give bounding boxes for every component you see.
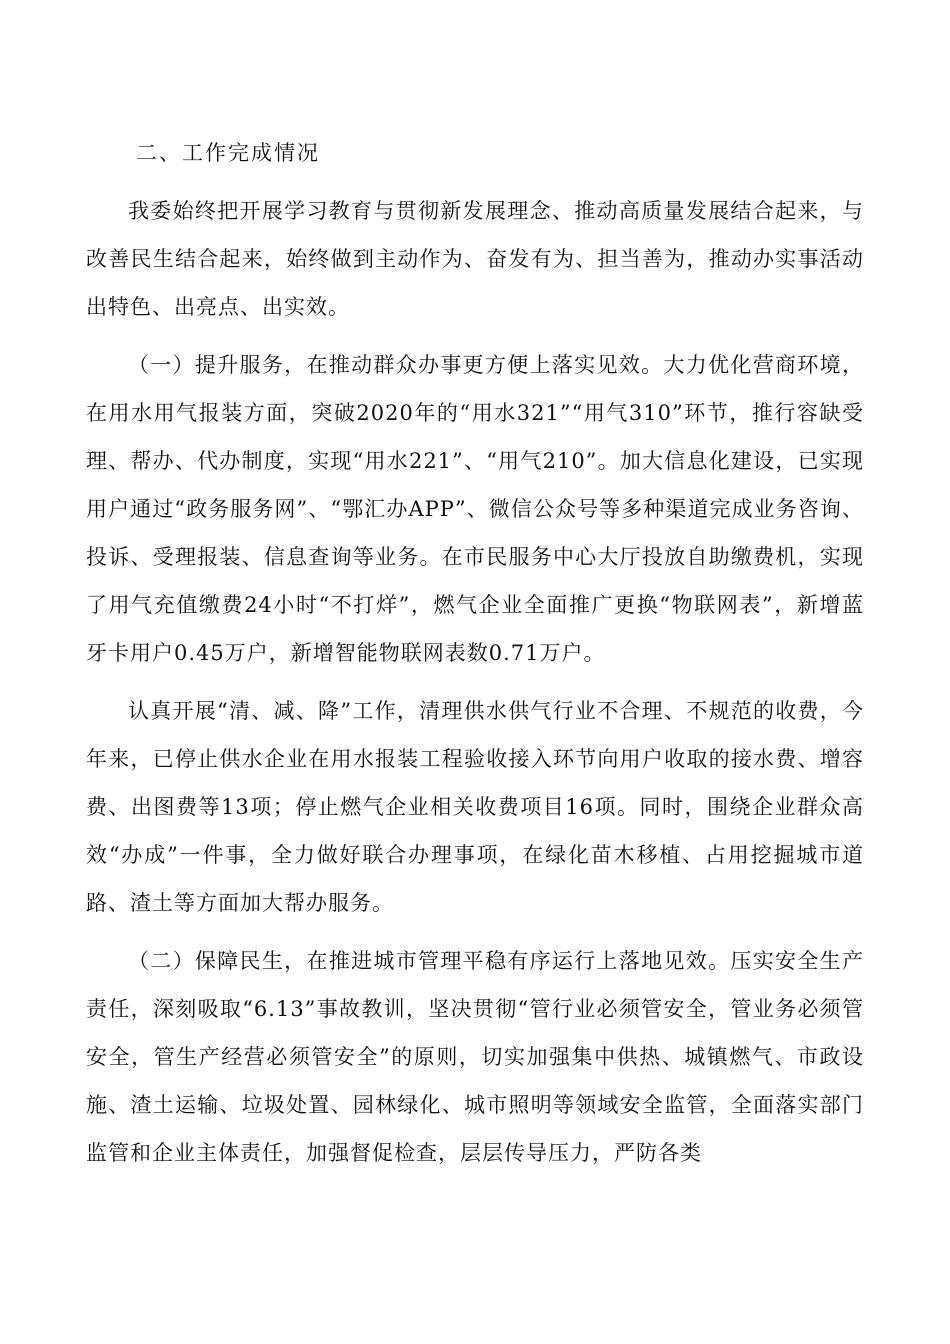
paragraph-livelihood: （二）保障民生，在推进城市管理平稳有序运行上落地见效。压实安全生产责任，深刻吸取“6.13”事故教训，坚决贯彻“管行业必须管安全，管业务必须管安全，管生产经营必须管安全”的原则，切实加强集中供热、城镇燃气、市政设施、渣土运输、垃圾处置、园林绿化、城市照明等领域安全监管，全面落实部门监管和企业主体责任，加强督促检查，层层传导压力，严防各类	[86, 949, 864, 1165]
section-heading: 二、工作完成情况	[136, 141, 320, 165]
paragraph-intro: 我委始终把开展学习教育与贯彻新发展理念、推动高质量发展结合起来，与改善民生结合起来，始终做到主动作为、奋发有为、担当善为，推动办实事活动出特色、出亮点、出实效。	[86, 199, 864, 319]
spacer	[86, 331, 864, 341]
document-body	[86, 129, 864, 1177]
paragraph-fee-reduction: 认真开展“清、减、降”工作，清理供水供气行业不合理、不规范的收费，今年来，已停止供水企业在用水报装工程验收接入环节向用户收取的接水费、增容费、出图费等13项；停止燃气企业相关收费项目16项。同时，围绕企业群众高效“办成”一件事，全力做好联合办理事项，在绿化苗木移植、占用挖掘城市道路、渣土等方面加大帮办服务。	[86, 699, 864, 915]
spacer	[86, 677, 864, 687]
paragraph-service: （一）提升服务，在推动群众办事更方便上落实见效。大力优化营商环境，在用水用气报装方面，突破2020年的“用水321”“用气310”环节，推行容缺受理、帮办、代办制度，实现“用水221”、“用气210”。加大信息化建设，已实现用户通过“政务服务网”、“鄂汇办APP”、微信公众号等多种渠道完成业务咨询、投诉、受理报装、信息查询等业务。在市民服务中心大厅投放自助缴费机，实现了用气充值缴费24小时“不打烊”，燃气企业全面推广更换“物联网表”，新增蓝牙卡用户0.45万户，新增智能物联网表数0.71万户。	[86, 353, 864, 665]
spacer	[86, 927, 864, 937]
spacer	[86, 177, 864, 187]
